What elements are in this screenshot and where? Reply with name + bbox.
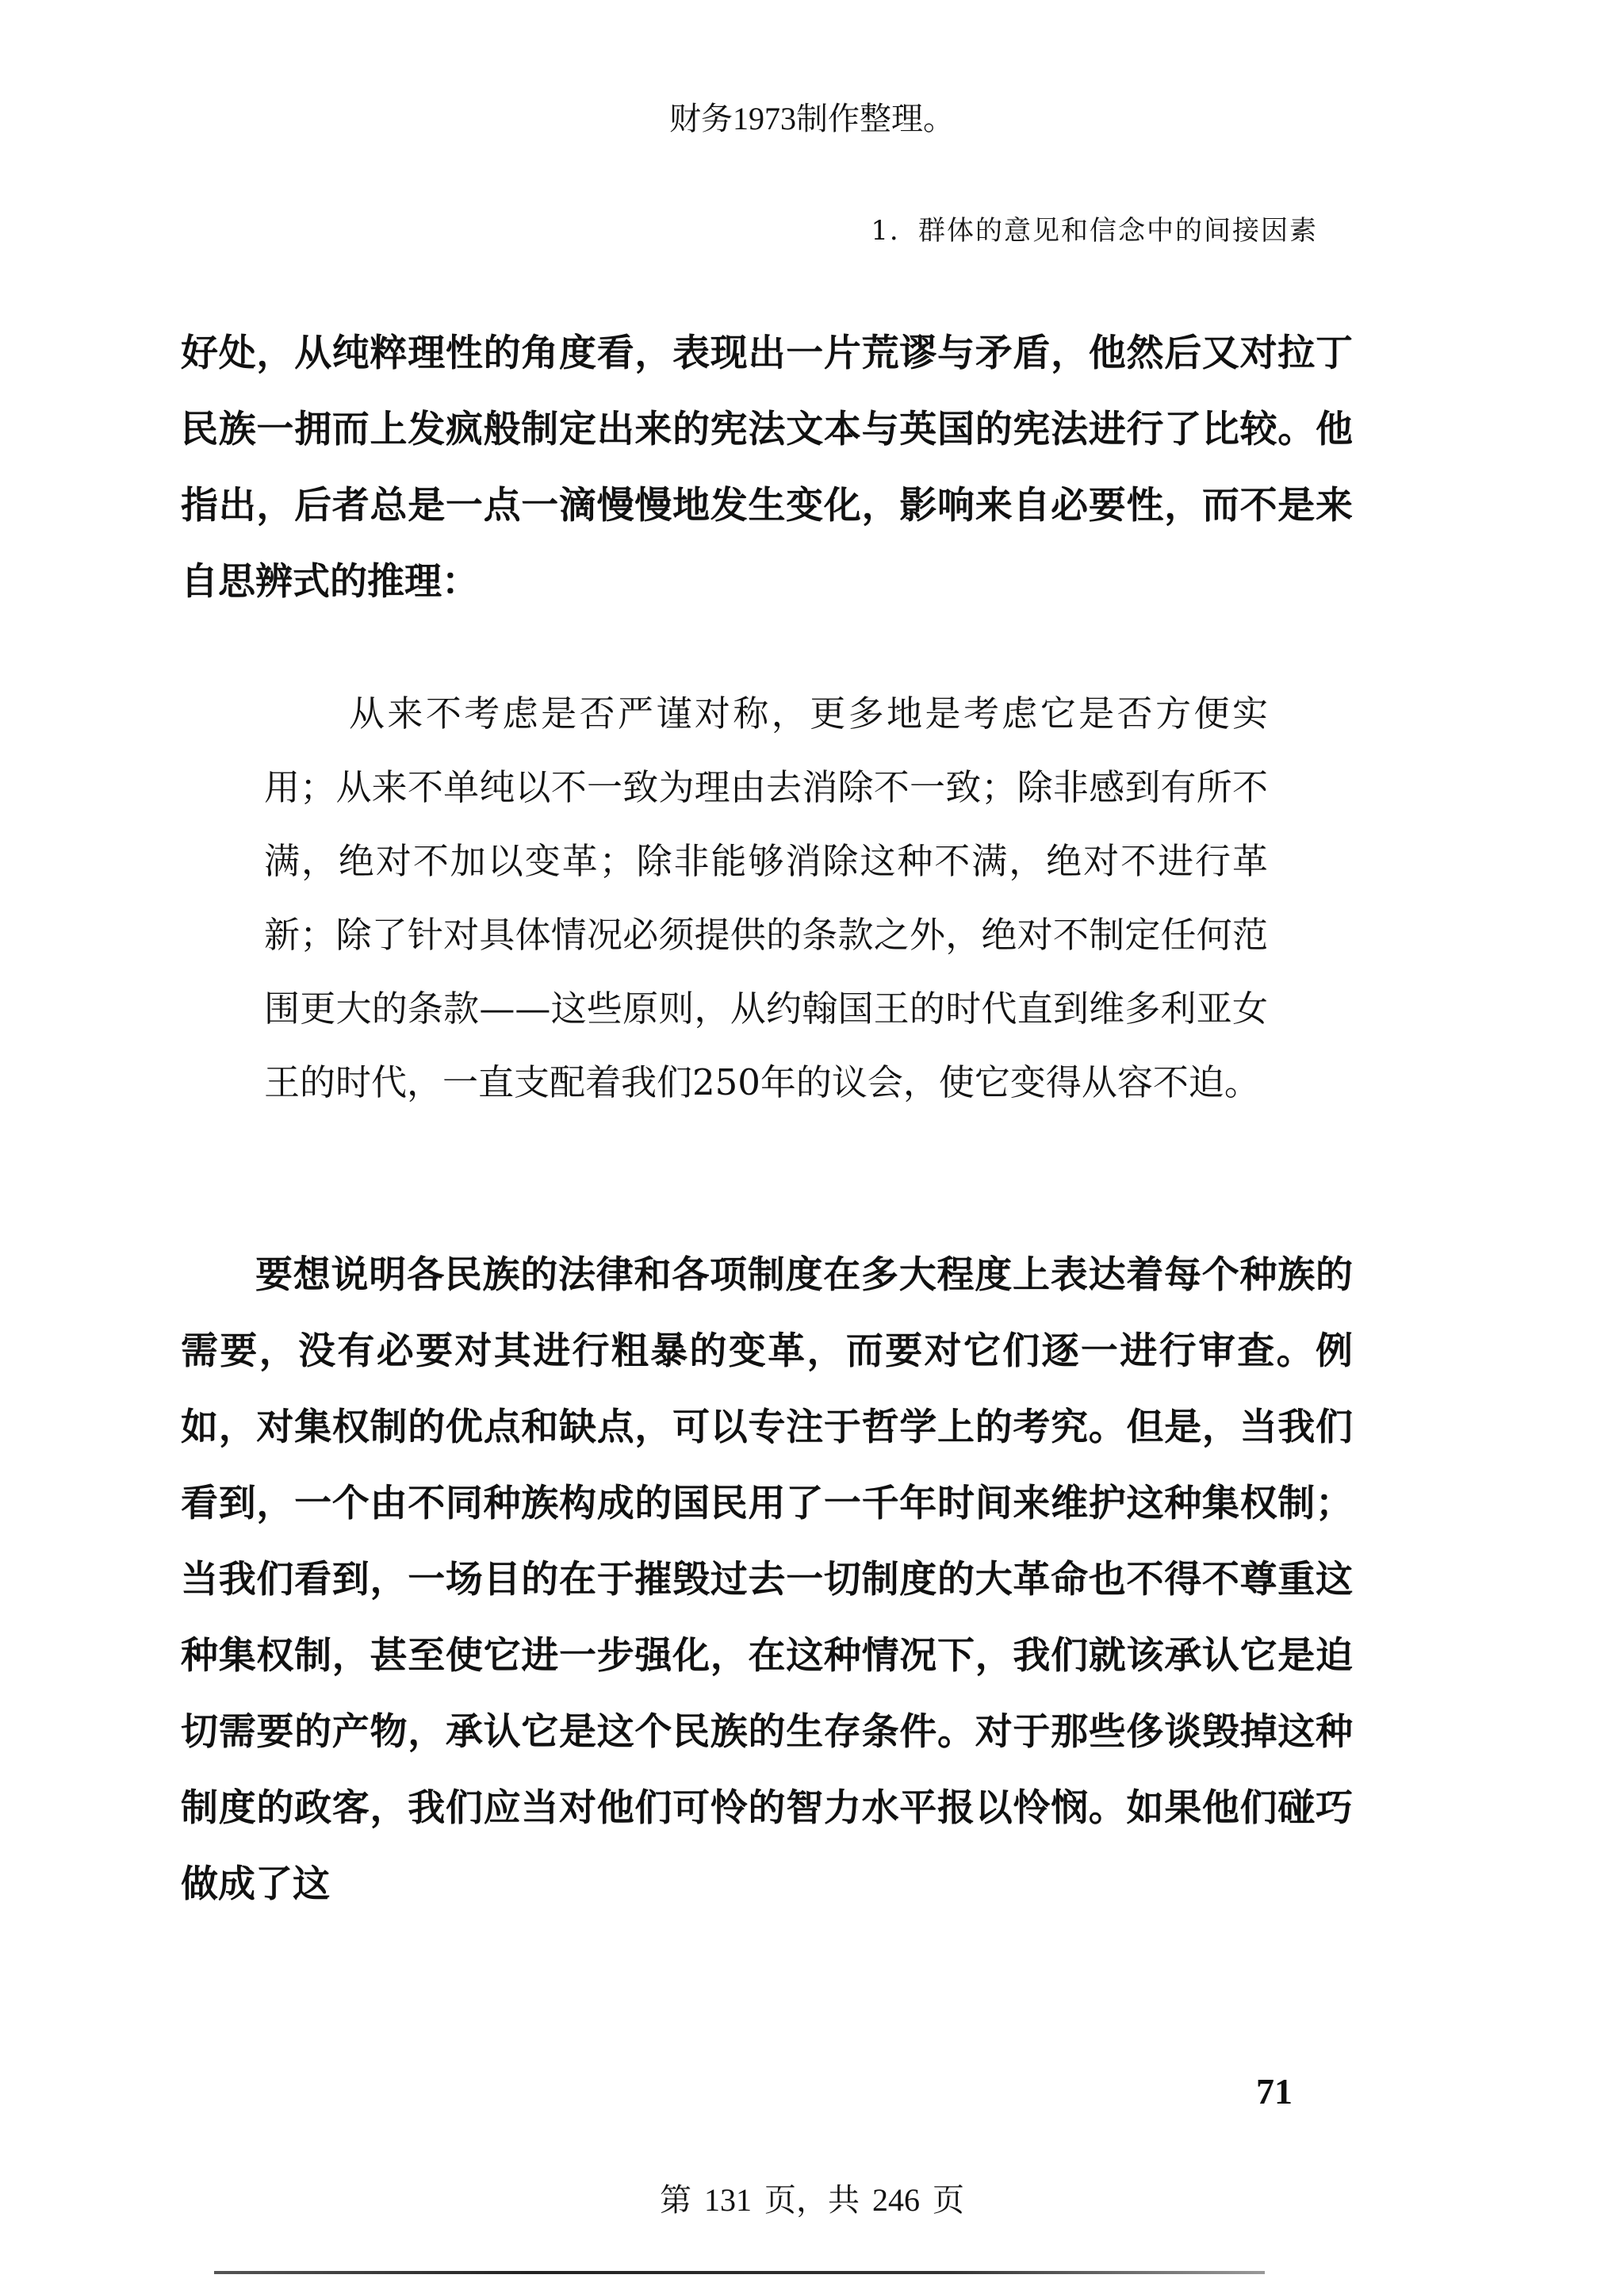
watermark-text: 财务1973制作整理。 <box>669 101 955 136</box>
body-paragraph-2: 要想说明各民族的法律和各项制度在多大程度上表达着每个种族的需要，没有必要对其进行粗暴的变革，而要对它们逐一进行审查。例如，对集权制的优点和缺点，可以专注于哲学上的考究。但是，当我们看到，一个由不同种族构成的国民用了一千年时间来维护这种集权制；当我们看到，一场目的在于摧毁过去一切制度的大革命也不得不尊重这种集权制，甚至使它进一步强化，在这种情况下，我们就该承认它是迫切需要的产物，承认它是这个民族的生存条件。对于那些侈谈毁掉这种制度的政客，我们应当对他们可怜的智力水平报以怜悯。如果他们碰巧做成了这 <box>181 1253 1353 1906</box>
running-head: 1．群体的意见和信念中的间接因素 <box>871 215 1318 247</box>
book-page-number: 71 <box>1256 2071 1293 2112</box>
body-paragraph-1: 好处，从纯粹理性的角度看，表现出一片荒谬与矛盾，他然后又对拉丁民族一拥而上发疯般制定出来的宪法文本与英国的宪法进行了比较。他指出，后者总是一点一滴慢慢地发生变化，影响来自必要性，而不是来自思辨式的推理： <box>181 332 1353 604</box>
block-quote: 从来不考虑是否严谨对称，更多地是考虑它是否方便实用；从来不单纯以不一致为理由去消除不一致；除非感到有所不满，绝对不加以变革；除非能够消除这种不满，绝对不进行革新；除了针对具体情况必须提供的条款之外，绝对不制定任何范围更大的条款——这些原则，从约翰国王的时代直到维多利亚女王的时代，一直支配着我们250年的议会，使它变得从容不迫。 <box>264 692 1268 1103</box>
scan-edge-line <box>214 2271 1265 2274</box>
page-counter: 第 131 页，共 246 页 <box>660 2182 964 2218</box>
